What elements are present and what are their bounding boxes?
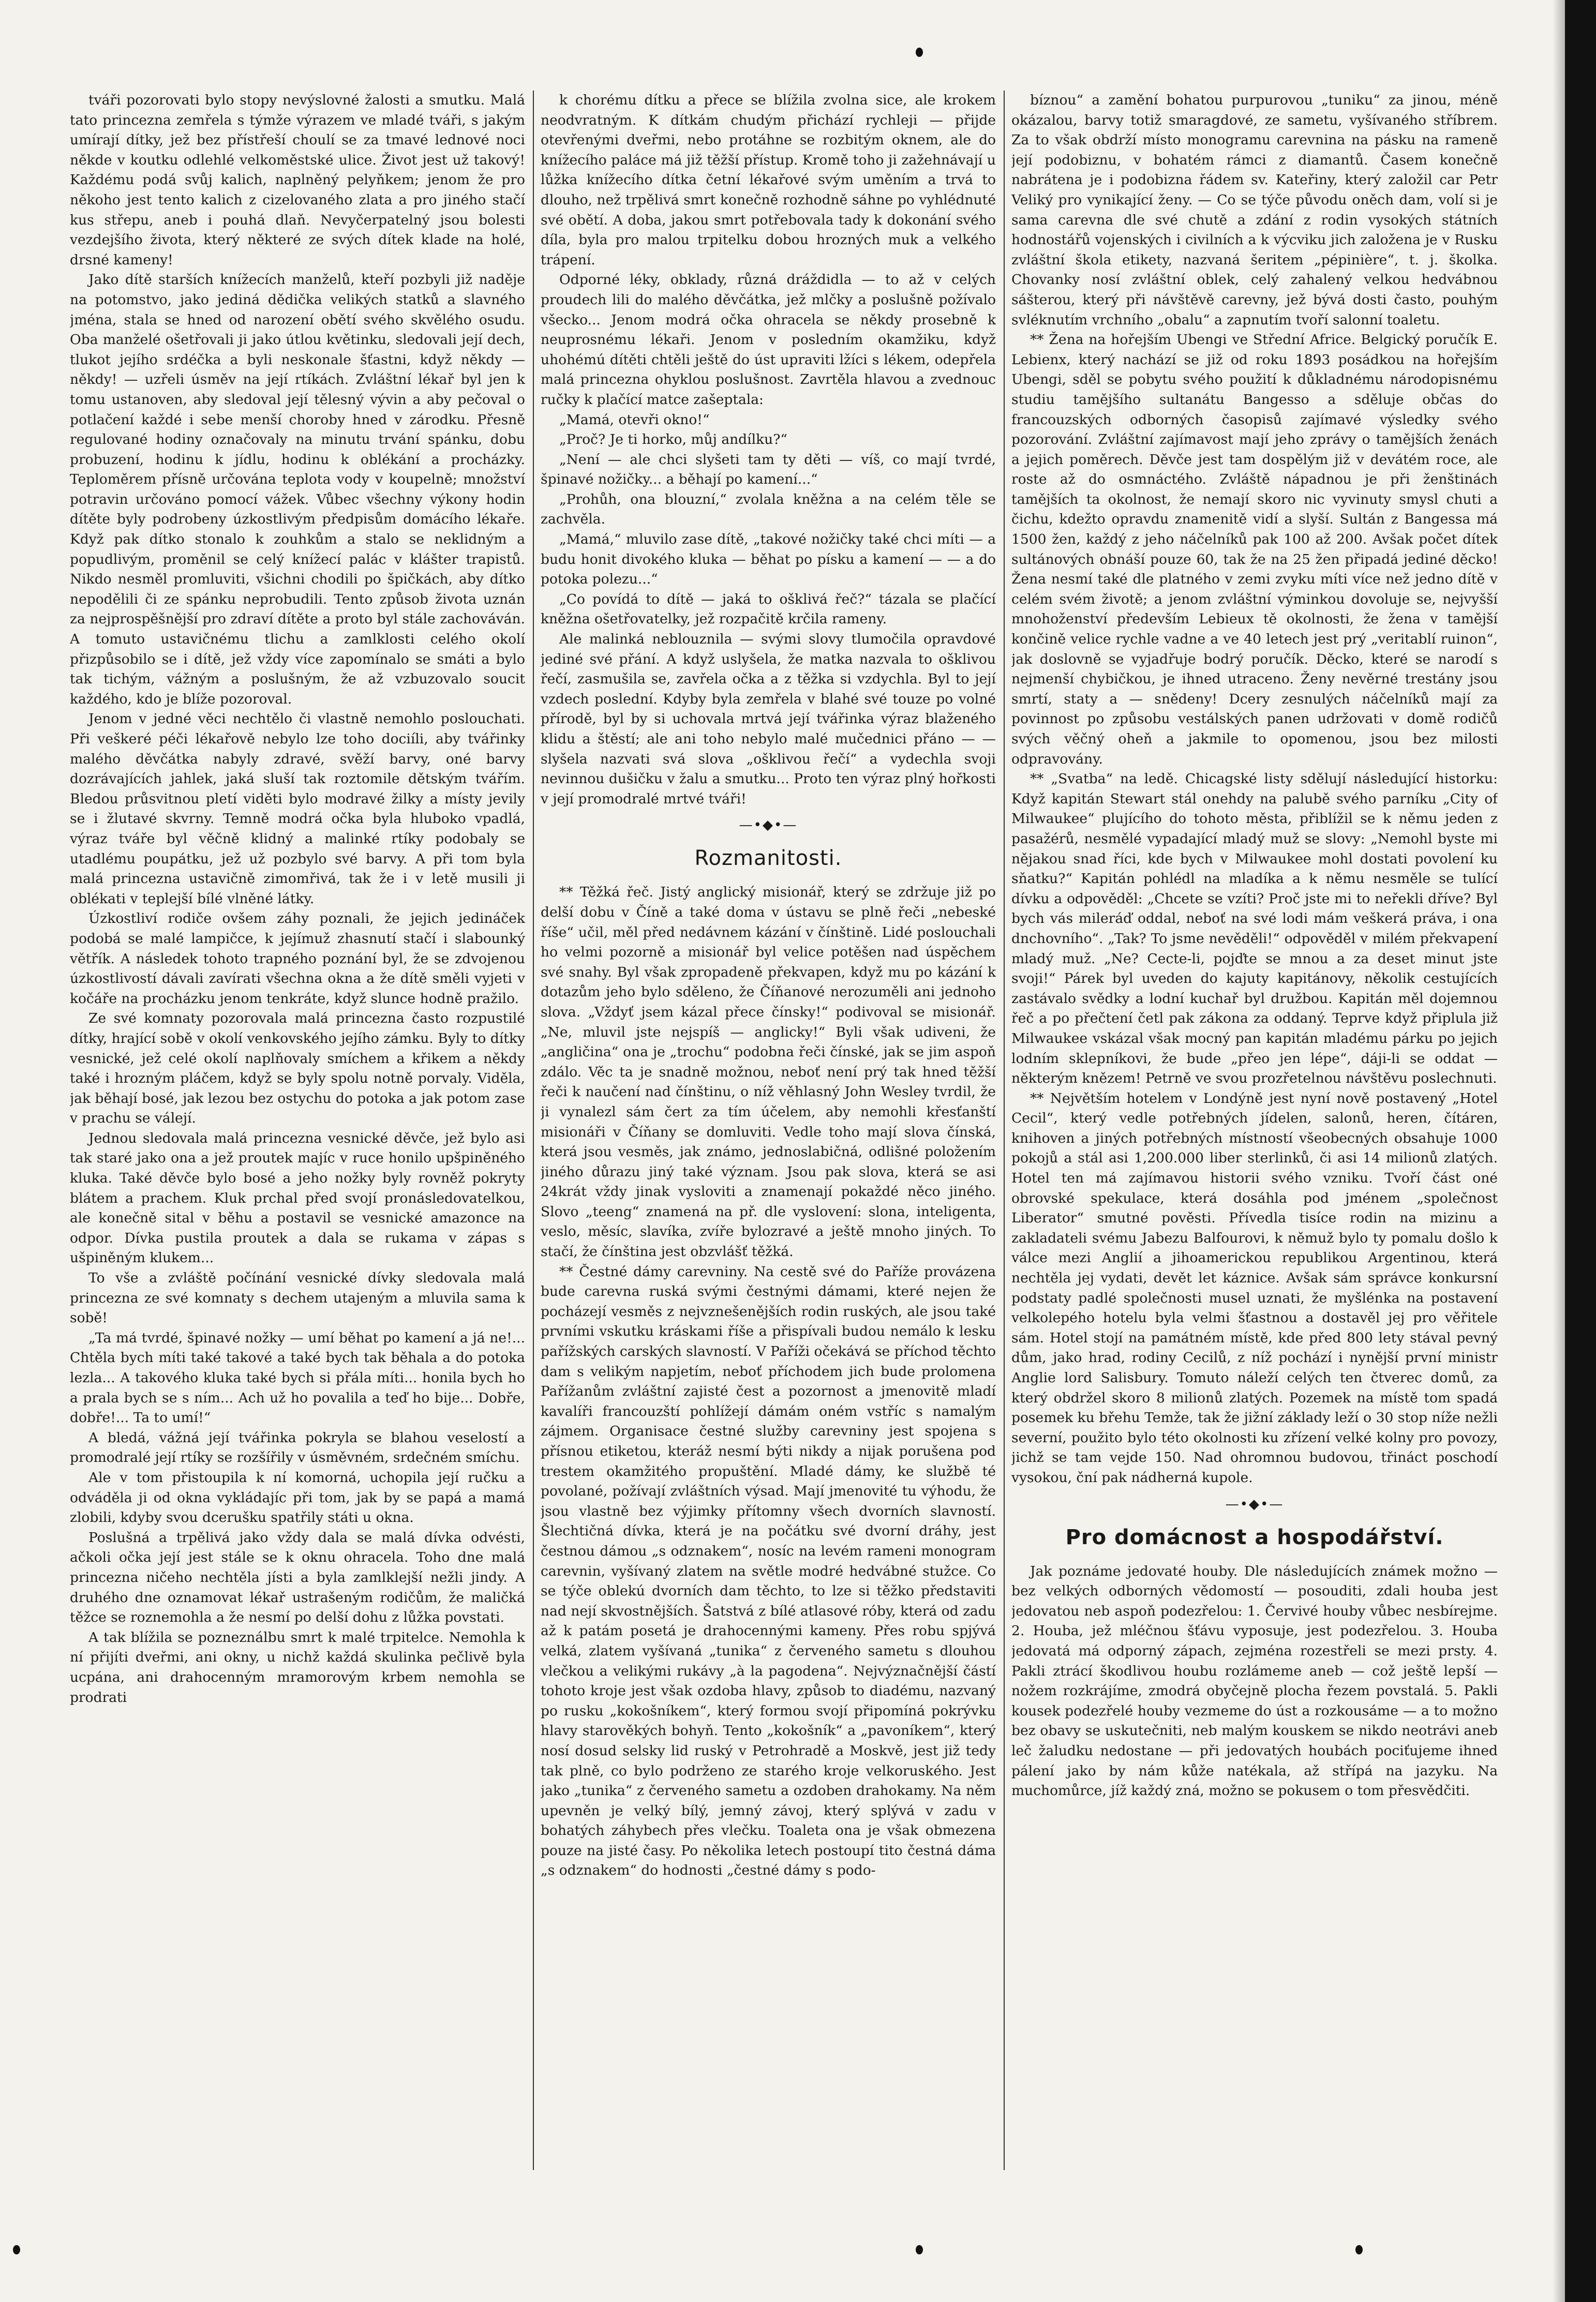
column-left [70,91,525,2170]
news-item: ** Žena na hořejším Ubengi ve Střední Africe. Belgický poručík E. Lebienx, který nachází se již od roku 1893 posádkou na hořejším Ubengi, sděl se pobytu svého použití k důkladnému národopisnému studiu tamějšího sultanátu Bangesso a sděluje občas do francouzských odborných časopisů zajímavé výsledky svého pozorování. Zvláštní zajímavost mají jeho zprávy o tamějších ženách a jejich poměrech. Děvče jest tam dospělým již v devátém roce, ale roste až do osmnáctého. Zvláště nápadnou je při ženštinách tamějších ta okolnost, že nemají skoro nic vyvinuty smysl chuti a čichu, kdežto opravdu znamenitě vidí a slyší. Sultán z Bangessa má 1500 žen, každý z jeho náčelníků pak 100 až 200. Avšak počet dítek sultánových obnáší pouze 60, tak že na 25 žen připadá jediné děcko! Žena nesmí také dle platného v zemi zvyku míti více než jedno dítě v celém svém životě; a jenom zvláštní výminkou dovoluje se, nejvyšší mnohoženství především Lebieux tě okolnosti, že žena v tamější končině velice rychle vadne a ve 40 letech jest prý „veritablí ruinon“, jak doslovně se vyjadřuje bodrý poručík. Děcko, které se narodí s nejmenší chybičkou, je ihned utraceno. Ženy nevěrné trestány jsou smrtí, staty a — snědeny! Dcery zesnulých náčelníků mají za povinnost po způsobu vestálských panen udržovati v domě rodičů svých věčný oheň a jakmile to opomenou, jsou bez milosti odpravovány. [1011,332,1498,767]
column-rule [1004,91,1005,2170]
news-item: ** Čestné dámy carevniny. Na cestě své do Paříže provázena bude carevna ruská svými čestnými dámami, které nejen že pocházejí vesměs z nejvznešenějších rodin ruských, ale jsou také prvními vskutku kráskami říše a přispívali budou nemálo k lesku pařížských carských slavností. V Paříži očekává se příchod těchto dam s velikým napjetím, neboť příchodem jich bude prolomena Pařížanům zvláštní zajisté čest a pozornost a jmenovitě mladí kavalíři francouzští pohlížejí dámám oném vstříc s namalým zájmem. Organisace čestné služby carevniny jest spojena s přísnou etiketou, kteráž nesmí býti nikdy a nijak porušena pod trestem okamžitého propuštění. Mladé dámy, ke službě té povolané, požívají zvláštních výsad. Mají jmenovité tu výhodu, že jsou vlastně bez výjimky přítomny všech dvorních slavností. Šlechtičná dívka, která je na počátku své dvorní dráhy, jest čestnou dámou „s odznakem“, nosíc na levém rameni monogram carevnin, vyšívaný zlatem na světle modré hedvábné stužce. Co se týče oblekú dvorních dam těchto, to lze si těžko představiti nad nejí skvostnějších. Šatstvá z bílé atlasové róby, která od zadu až k patám posetá je drahocennými kameny. Přes robu spjývá velká, zlatem vyšívaná „tunika“ z červeného sametu s dlouhou vlečkou a velikými rukávy „à la pagodena“. Nejvýznačnější částí tohoto kroje jest však ozdoba hlavy, způsob to diadému, nazvaný po rusku „kokošníkem“, který formou svojí připomíná pokrývku hlavy starověkých bohyň. Tento „kokošník“ a „pavoníkem“, který nosí dosud selsky lid ruský v Petrohradě a Moskvě, jest již tedy tak plně, co bylo podrženo ze starého kroje velkoruského. Jest jako „tunika“ z červeného sametu a ozdoben drahokamy. Na něm upevněn je velký bílý, jemný závoj, který splývá v zadu v bohatých záhybech přes vlečku. Toaleta ona je však obmezena pouze na jisté časy. Po několika letech postoupí tito čestná dáma „s odznakem“ do hodnosti „čestné dámy s podo- [541,1263,996,1879]
paragraph: Jednou sledovala malá princezna vesnické děvče, jež bylo asi tak staré jako ona a jež proutek majíc v ruce honilo upšpiněného kluka. Také děvče bylo bosé a jeho nožky byly rovněž pokryty blátem a prachem. Kluk prchal před svojí pronásledovatelkou, ale konečně sital v běhu a postavil se vesnické amazonce na odpor. Dívka pustila proutek a dala se rukama v zápas s ušpiněným klukem... [70,1130,525,1266]
page-edge-shadow [1553,0,1565,2302]
news-item: bíznou“ a zamění bohatou purpurovou „tuniku“ za jinou, méně okázalou, barvy totiž smaragdové, ze sametu, vyšívaného stříbrem. Za to však obdrží místo monogramu carevnina na pásku na rameně její podobiznu, v bohatém rámci z diamantů. Časem konečně nabrátena je i podobizna řádem sv. Kateřiny, který založil car Petr Veliký pro vynikající ženy. — Co se týče původu oněch dam, volí si je sama carevna dle své chutě a zdání z rodin vysokých státních hodnostářů vojenských i civilních a k výcviku jich založena je v Rusku zvláštní škola etikety, nazvaná šeritem „pépinière“, t. j. školka. Chovanky nosí zvláštní oblek, celý zahalený velkou hedvábnou sášterou, který při návštěvě carevny, jež bývá dosti často, pouhým svléknutím vrchního „obalu“ a zapnutím tvoří salonní toaletu. [1011,92,1498,328]
column-right [1011,91,1498,2170]
paragraph: Ale v tom přistoupila k ní komorná, uchopila její ručku a odváděla ji od okna vykládajíc při tom, jak by se papá a mamá zlobili, kdyby svou dcerušku spatřily státi u okna. [70,1469,525,1526]
scan-border [1565,0,1596,2302]
top-mark [916,48,923,57]
paragraph: „Mamá,“ mluvilo zase dítě, „takové nožičky také chci míti — a budu honit divokého kluka — běhat po písku a kamení — — a do potoka polezu...“ [541,531,996,588]
bottom-mark-left [13,2245,20,2254]
paragraph: tváři pozorovati bylo stopy nevýslovné žalosti a smutku. Malá tato princezna zemřela s týmže výrazem ve mladé tváři, s jakým umírají dítky, jež bez přístřeší choulí se za tmavé lednové noci někde v koutku odlehlé velkoměstské ulice. Život jest už takový! Každému podá svůj kalich, naplněný pelyňkem; jenom že pro někoho jest tento kalich z cizelovaného zlata a pro jiného stačí kus střepu, aneb i pouhá dlaň. Nevyčerpatelný jsou bolesti vezdejšího života, který některé ze svých dítek klade na holé, drsné kameny! [70,92,525,268]
paragraph: „Proč? Je ti horko, můj andílku?“ [559,431,787,448]
section-ornament: —•◆•— [1225,1496,1284,1512]
newspaper-columns [70,91,1498,2170]
section-title-domacnost: Pro domácnost a hospodářství. [1065,1525,1444,1549]
paragraph: A bledá, vážná její tvářinka pokryla se blahou veselostí a promodralé její rtíky se rozšířily v úsměvném, srdečném smíchu. [70,1429,525,1466]
paragraph: Poslušná a trpělivá jako vždy dala se malá dívka odvésti, ačkoli očka její jest stále se k oknu ohracela. Toho dne malá princezna ničeho nechtěla jísti a byla zamlklejší nežli jindy. A druhého dne oznamovat lékař ustrašeným rodičům, že maličká těžce se roznemohla a že nesmí po delší dohu z lůžka povstati. [70,1529,525,1626]
bottom-mark-right [1355,2245,1363,2254]
section-ornament: —•◆•— [739,817,798,833]
bottom-mark-center [916,2245,923,2254]
column-rule [533,91,534,2170]
column-middle [541,91,996,2170]
paragraph: A tak blížila se pozneználbu smrt k malé trpitelce. Nemohla k ní přijíti dveřmi, ani okny, u nichž každá skulinka pečlivě byla ucpána, ani drahocenným mramorovým krbem nemohla se prodrati [70,1629,525,1706]
paragraph: Jako dítě starších knížecích manželů, kteří pozbyli již naděje na potomstvo, jako jediná dědička velikých statků a slavného jména, stala se hned od narození obětí svého skvělého osudu. Oba manželé ošetřovali ji jako útlou květinku, sledovali její dech, tlukot jejího srdéčka a byli neskonale šťastni, když někdy — někdy! — uzřeli úsměv na její rtíkách. Zvláštní lékař byl jen k tomu ustanoven, aby sledoval její tělesný vývin a aby pečoval o potlačení každé i sebe menší choroby hned v zárodku. Přesně regulované hodiny označovaly na minutu trvání spánku, dobu probuzení, hodinu k jídlu, hodinu k oblékání a procházky. Teploměrem přísně určována teplota vody v koupelně; množství potravin určováno pomocí vážek. Vůbec všechny výkony hodin dítěte byly podrobeny úzkostlivým předpisům domácího lékaře. Když pak dítko stonalo k zouhkům a stalo se neklidným a popudlivým, proměnil se celý knížecí palác v klášter trapistů. Nikdo nesměl promluviti, všichni chodili po špičkách, aby dítko nepodělili či ze spánku neprobudili. Tento způsob života uznán za nejprospěšnější pro zdraví dítěte a proto byl stále zachováván. A tomuto ustavičnému tlichu a zamlklosti celého okolí přizpůsobilo se i dítě, jež vždy více zapomínalo se smáti a bylo tak tichým, vážným a poslušným, že až vzbuzovalo soucit každého, kdo je blíže pozoroval. [70,272,525,707]
paragraph: „Co povídá to dítě — jaká to ošklivá řeč?“ tázala se plačící kněžna ošetřovatelky, jež rozpačitě krčila rameny. [541,591,996,627]
paragraph: „Prohůh, ona blouzní,“ zvolala kněžna a na celém těle se zachvěla. [541,491,996,528]
paragraph: Ze své komnaty pozorovala malá princezna často rozpustilé dítky, hrající sobě v okolí venkovského jejího zámku. Byly to dítky vesnické, jež celé okolí naplňovaly smíchem a křikem a někdy také i hrozným pláčem, když se byly spolu notně porvaly. Viděla, jak běhají bosé, jak lezou bez ostychu do potoka a jak potom zase v prachu se válejí. [70,1010,525,1127]
news-item: Jak poznáme jedovaté houby. Dle následujících známek možno — bez velkých odborných vědomostí — posouditi, zdali houba jest jedovatou neb aspoň podezřelou: 1. Červivé houby vůbec nesbírejme. 2. Houba, jež mléčnou šťávu vyposuje, jest podezřelou. 3. Houba jedovatá má odporný zápach, zejména rozestřeli se mezi prsty. 4. Pakli ztrácí škodlivou houbu rozlámeme aneb — což ještě lepší — nožem rozkrájíme, zmodrá obyčejně plocha řezem povstalá. 5. Pakli kousek podezřelé houby vezmeme do úst a rozkousáme — a to možno bez obavy se uskutečniti, neb malým kouskem se nikdo neotrávi aneb leč žaludku nedostane — při jedovatých houbách pociťujeme ihned pálení jako by nám kůže natékala, až střípá na jazyku. Na muchomůrce, jíž každý zná, možno se pokusem o tom přesvědčiti. [1011,1563,1498,1799]
paragraph: „Není — ale chci slyšeti tam ty děti — víš, co mají tvrdé, špinavé nožičky... a běhají po kamení...“ [541,451,996,488]
paragraph: „Ta má tvrdé, špinavé nožky — umí běhat po kamení a já ne!... Chtěla bych míti také takové a také bych tak běhala a do potoka lezla... A takového kluka také bych si přála míti... honila bych ho a prala bych se s ním... Ach už ho povalila a teď ho bije... Dobře, dobře!... Ta to umí!“ [70,1329,525,1426]
paragraph: To vše a zvláště počínání vesnické dívky sledovala malá princezna ze své komnaty s dechem utajeným a mluvila sama k sobě! [70,1270,525,1326]
news-item: ** „Svatba“ na ledě. Chicagské listy sdělují následující historku: Když kapitán Stewart stál onehdy na palubě svého parníku „City of Milwaukee“ plujícího do tohoto města, přiblížil se k němu jeden z pasažérů, nesmělé vypadající mladý muž se slovy: „Nemohl byste mi nějakou snad říci, kde bych v Milwaukee mohl dostati povolení ku sňatku?“ Kapitán pohlédl na mladíka a k němu nesměle se tulící dívku a odpověděl: „Chcete se vzíti? Proč jste mi to neřekli dříve? Byl bych vás mileráď oddal, neboť na své lodi mám veškerá práva, i ona dnchovního“. „Tak? To jsme nevěděli!“ odpověděl v milém překvapení mladý muž. „Ne? Cecte-li, pojďte se mnou a za deset minut jste svoji!“ Párek byl uveden do kajuty kapitánovy, několik cestujících zastávalo svědky a lodní kuchař byl družbou. Kapitán měl dojemnou řeč a po přečtení četl pak zákona za oddaný. Teprve když připlula již Milwaukee vskázal však mocný pan kapitán mladému párku po jejich lodním sklepníkovi, že bude „přeo jen lépe“, dáji-li se oddat — některým knězem! Petrně ve svou prozřetelnou návštěvu poslechnuti. [1011,771,1498,1087]
news-item: ** Největším hotelem v Londýně jest nyní nově postavený „Hotel Cecil“, který vedle potřebných jídelen, salonů, heren, čítáren, knihoven a jiných potřebných místností všeobecných obsahuje 1000 pokojů a stál asi 1,200.000 liber sterlinků, či asi 14 milionů zlatých. Hotel ten má zajímavou historii svého vzniku. Tvoří část oné obrovské spekulace, která dosáhla pod jménem „společnost Liberator“ smutné pověsti. Přívedla tisíce rodin na mizinu a zakladateli svému Jabezu Balfourovi, k němuž bylo ty pomalu došlo k válce mezi Anglií a jihoamerickou republikou Argentinou, která nechtěla jej vydati, devět let káznice. Avšak sám správce konkursní podstaty padlé společnosti musel uznati, že myšlénka na postavení velkolepého hotelu byla velmi šťastnou a dostavěl jej pro věřitele sám. Hotel stojí na památném místě, kde před 800 lety stával pevný dům, jako hrad, rodiny Cecilů, z níž pochází i nynější první ministr Anglie lord Salisbury. Tomuto náleží celých ten čtverec domů, za který obdržel skoro 8 milionů zlatých. Pozemek na místě tom spadá posemek ku břehu Temže, tak že jižní základy leží o 30 stop níže nežli severní, použito bylo této okolnosti ku zřízení velké kolny pro povozy, jichž se tam vejde 150. Nad ohromnou budovou, třináct poschodí vysokou, ční pak nádherná kupole. [1011,1090,1498,1486]
paragraph: Odporné léky, obklady, různá dráždidla — to až v celých proudech lili do malého děvčátka, jež mlčky a poslušně požívalo všecko... Jenom modrá očka ohracela se někdy prosebně k neuprosnému lékaři. Jenom v posledním okamžiku, když uhohémú dítěti chtěli ještě do úst upraviti lžíci s lékem, odepřela malá princezna ohyklou poslušnost. Zavrtěla hlavou a zvednouc ručky k plačící matce zašeptala: [541,272,996,408]
paragraph: Jenom v jedné věci nechtělo či vlastně nemohlo poslouchati. Při veškeré péči lékařově nebylo lze toho dociíli, aby tvářinky malého děvčátka nabyly zdravé, svěží barvy, oné barvy dozrávajících jahlek, jaká sluší tak roztomile dětským tvářím. Bledou průsvitnou pletí viděti bylo modravé žilky a místy jevily se i žlutavé skvrny. Temně modrá očka byla hluboko vpadlá, výraz tváře byl věčně klidný a malinké rtíky podobaly se utadlému poupátku, jež už pozbylo své barvy. A při tom byla malá princezna ustavičně zimomřivá, tak že i v letě musili ji oblékati v teplejší bílé vlněné látky. [70,711,525,907]
paragraph: Úzkostliví rodiče ovšem záhy poznali, že jejich jedináček podobá se malé lampičce, k jejímuž zhasnutí stačí i slabounký větřík. A následek tohoto trapného poznání byl, že se zdvojenou úzkostlivostí dávali zavírati všechna okna a že dítě směli vyjeti v kočáře na procházku jenom tenkráte, když slunce hodně pražilo. [70,910,525,1007]
paragraph: k chorému dítku a přece se blížila zvolna sice, ale krokem neodvratným. K dítkám chudým přichází rychleji — přijde otevřenými dveřmi, nebo protáhne se rozbitým oknem, ale do knížecího paláce má již těžší přístup. Kromě toho ji zažehnávají u lůžka knížecího dítka četní lékařové svým uměním a trvá to dlouho, než trpělivá smrt konečně rozhodně sáhne po vyhlédnuté své obětí. A doba, jakou smrt potřebovala tady k dokonání svého díla, byla pro malou trpitelku dobou hrozných muk a velkého trápení. [541,92,996,268]
paragraph: „Mamá, otevři okno!“ [559,411,710,428]
paragraph: Ale malinká neblouznila — svými slovy tlumočila opravdové jediné své přání. A když uslyšela, že matka nazvala to ošklivou řečí, zasmušila se, zavřela očka a z těžka si vzdychla. Byl to její vzdech poslední. Kdyby byla zemřela v blahé své touze po volné přírodě, byl by si uchovala mrtvá její tvářinka výraz blaženého klidu a štěstí; ale ani toho nebylo malé mučednici přáno — — slyšela nazvati svá slova „ošklivou řečí“ a vydechla svoji nevinnou dušičku v žalu a smutku... Proto ten výraz plný hořkosti v její promodralé mrtvé tváři! [541,631,996,807]
section-title-rozmanitosti: Rozmanitosti. [694,846,842,871]
news-item: ** Těžká řeč. Jistý anglický misionář, který se zdržuje již po delší dobu v Číně a také doma v ústavu se plně řeči „nebeské říše“ učil, měl před nedávnem kázání v čínštině. Lidé poslouchali ho velmi pozorně a misionář byl velice potěšen nad úspěchem své snahy. Byl však zpropadeně překvapen, když mu po kázání k dotazům jeho bylo sděleno, že Číňanové nerozuměli ani jednoho slova. „Vždyť jsem kázal přece čínsky!“ podivoval se misionář. „Ne, mluvil jste nejspíš — anglicky!“ Byli však udiveni, že „angličina“ ona je „trochu“ podobna řeči čínské, jak se jim aspoň zdálo. Věc ta je snadně možnou, neboť není prý tak hned těžší řeči k naučení nad čínštinu, o níž věhlasný John Wesley tvrdil, že ji vynalezl sám čert za tím účelem, aby nemohli křesťanští misionáři v Číňany se domluviti. Vedle toho mají slova čínská, která jsou vesměs, jak známo, jednoslabičná, odlišné položením jiného důrazu jiný také význam. Jsou pak slova, která se asi 24krát vždy jinak vysloviti a znamenají pokaždé něco jiného. Slovo „teeng“ znamená na př. dle vyslovení: slona, inteligenta, veslo, měsíc, slavíka, zvíře bylozravé a ještě mnoho jiných. To stačí, že čínština jest obzvlášť těžká. [541,884,996,1260]
